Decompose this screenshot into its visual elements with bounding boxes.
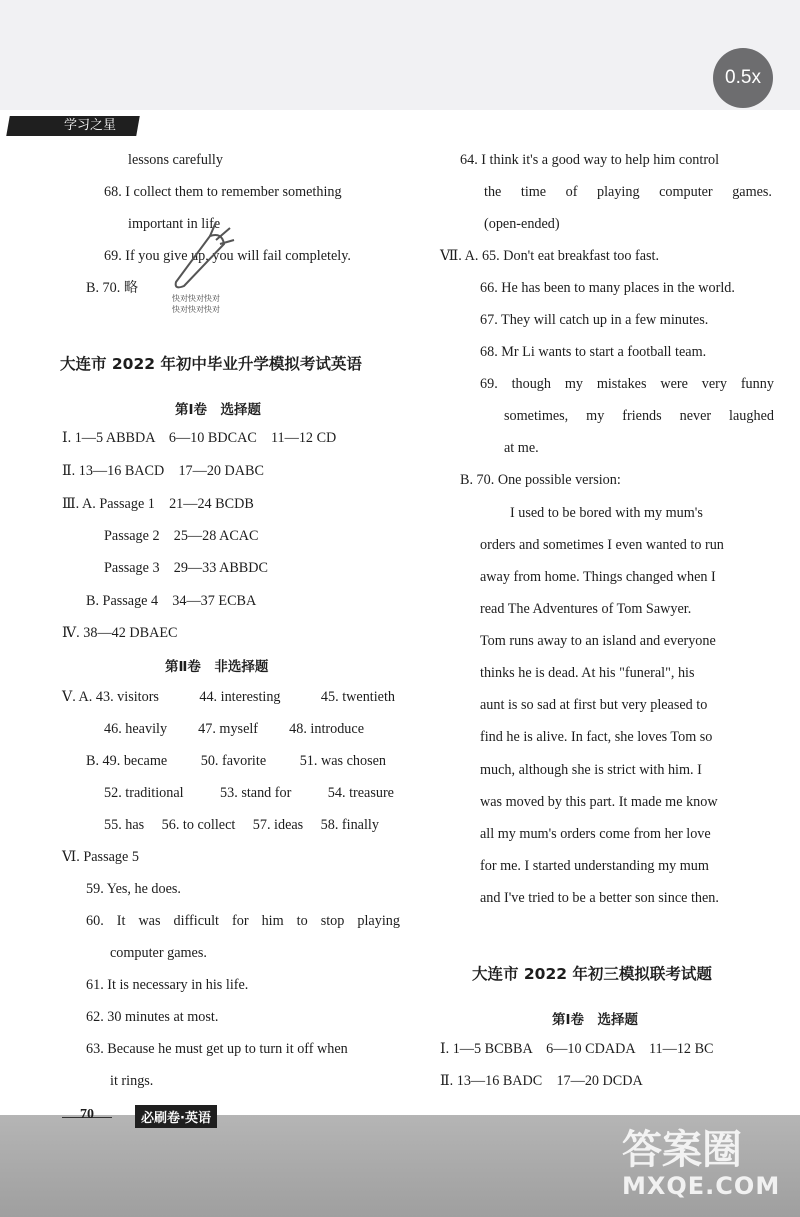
answer-line: B. 49. became 50. favorite 51. was chosen xyxy=(86,753,386,769)
answer-line: 66. He has been to many places in the world. xyxy=(480,280,735,296)
essay-line: was moved by this part. It made me know xyxy=(480,794,718,810)
exam-title: 大连市 2022 年初中毕业升学模拟考试英语 xyxy=(60,355,362,373)
answer-line: 67. They will catch up in a few minutes. xyxy=(480,312,709,328)
viewer-toolbar xyxy=(0,0,800,110)
essay-line: I used to be bored with my mum's xyxy=(510,505,703,521)
site-logo: 答案圈 xyxy=(622,1127,742,1173)
answer-line: 52. traditional 53. stand for 54. treasure xyxy=(104,785,394,801)
section-header-label: 学习之星 xyxy=(64,118,117,133)
essay-line: read The Adventures of Tom Sawyer. xyxy=(480,601,692,617)
answer-line: Ⅵ. Passage 5 xyxy=(62,849,139,865)
essay-line: thinks he is dead. At his "funeral", his xyxy=(480,665,695,681)
carrot-watermark-icon xyxy=(166,218,236,290)
answer-line: 55. has 56. to collect 57. ideas 58. finally xyxy=(104,817,379,833)
essay-line: find he is alive. In fact, she loves Tom so xyxy=(480,729,713,745)
site-watermark: MXQE.COM xyxy=(622,1172,781,1200)
essay-line: and I've tried to be a better son since then. xyxy=(480,890,719,906)
answer-line: 61. It is necessary in his life. xyxy=(86,977,249,993)
answer-line: 62. 30 minutes at most. xyxy=(86,1009,219,1025)
answer-line: Ⅶ. A. 65. Don't eat breakfast too fast. xyxy=(440,248,660,264)
part-heading: 第Ⅰ卷 选择题 xyxy=(175,402,262,418)
answer-line: 68. Mr Li wants to start a football team. xyxy=(480,344,707,360)
essay-line: aunt is so sad at first but very pleased to xyxy=(480,697,708,713)
answer-line: Ⅳ. 38—42 DBAEC xyxy=(62,625,178,641)
answer-line: 69. If you give up, you will fail completely. xyxy=(104,248,351,264)
answer-line: 46. heavily 47. myself 48. introduce xyxy=(104,721,364,737)
part-heading: 第Ⅰ卷 选择题 xyxy=(552,1012,639,1028)
answer-line: Passage 3 29—33 ABBDC xyxy=(104,560,268,576)
exam-title: 大连市 2022 年初三模拟联考试题 xyxy=(472,965,712,983)
answer-line: at me. xyxy=(504,440,539,456)
answer-line: 63. Because he must get up to turn it off when xyxy=(86,1041,348,1057)
answer-line: (open-ended) xyxy=(484,216,560,232)
playback-speed-button[interactable]: 0.5x xyxy=(713,48,773,108)
answer-line: 64. I think it's a good way to help him control xyxy=(460,152,720,168)
answer-line: Ⅲ. A. Passage 1 21—24 BCDB xyxy=(62,496,254,512)
watermark-text: 快对快对快对 快对快对快对 xyxy=(172,294,220,314)
answer-line: lessons carefully xyxy=(128,152,223,168)
answer-line: computer games. xyxy=(110,945,207,961)
essay-line: for me. I started understanding my mum xyxy=(480,858,709,874)
answer-line: Ⅰ. 1—5 BCBBA 6—10 CDADA 11—12 BC xyxy=(440,1041,714,1057)
essay-line: all my mum's orders come from her love xyxy=(480,826,711,842)
essay-line: Tom runs away to an island and everyone xyxy=(480,633,716,649)
answer-line: sometimes, my friends never laughed xyxy=(504,408,774,424)
answer-line: Passage 2 25—28 ACAC xyxy=(104,528,259,544)
essay-line: much, although she is strict with him. I xyxy=(480,762,702,778)
part-heading: 第Ⅱ卷 非选择题 xyxy=(165,659,269,675)
answer-line: B. 70. One possible version: xyxy=(460,472,621,488)
answer-line: Ⅱ. 13—16 BACD 17—20 DABC xyxy=(62,463,264,479)
answer-line: 69. though my mistakes were very funny xyxy=(480,376,774,392)
essay-line: orders and sometimes I even wanted to run xyxy=(480,537,724,553)
answer-line: 59. Yes, he does. xyxy=(86,881,181,897)
answer-line: Ⅴ. A. 43. visitors 44. interesting 45. twentieth xyxy=(62,689,395,705)
answer-line: 60. It was difficult for him to stop playing xyxy=(86,913,400,929)
answer-line: Ⅱ. 13—16 BADC 17—20 DCDA xyxy=(440,1073,643,1089)
answer-line: B. Passage 4 34—37 ECBA xyxy=(86,593,257,609)
answer-line: B. 70. 略 xyxy=(86,280,139,296)
answer-line: 68. I collect them to remember something xyxy=(104,184,342,200)
essay-line: away from home. Things changed when I xyxy=(480,569,716,585)
answer-line: the time of playing computer games. xyxy=(484,184,772,200)
answer-line: important in life xyxy=(128,216,221,232)
page-number: 70 xyxy=(80,1107,94,1122)
answer-line: it rings. xyxy=(110,1073,154,1089)
book-title-label: 必刷卷·英语 xyxy=(135,1105,217,1128)
answer-line: Ⅰ. 1—5 ABBDA 6—10 BDCAC 11—12 CD xyxy=(62,430,337,446)
